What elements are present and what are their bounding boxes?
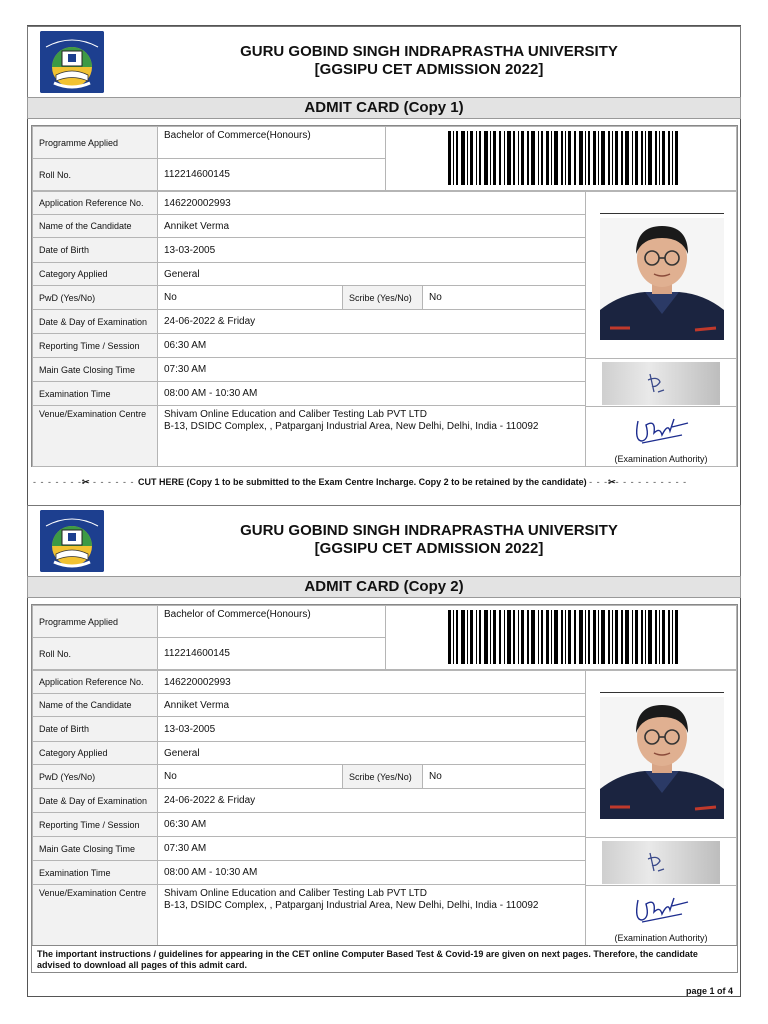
value-venue xyxy=(157,405,586,467)
value-exam-time: 08:00 AM - 10:30 AM xyxy=(157,860,586,885)
candidate-photo xyxy=(600,218,724,340)
label-gate: Main Gate Closing Time xyxy=(32,836,158,861)
candidate-photo xyxy=(600,697,724,819)
label-name: Name of the Candidate xyxy=(32,214,158,238)
university-name: GURU GOBIND SINGH INDRAPRASTHA UNIVERSITY xyxy=(240,522,618,539)
label-pwd: PwD (Yes/No) xyxy=(32,764,158,789)
label-roll: Roll No. xyxy=(32,158,158,191)
admit-card-copy-2 xyxy=(31,604,738,946)
label-dob: Date of Birth xyxy=(32,237,158,263)
value-pwd: No xyxy=(157,285,343,310)
label-gate: Main Gate Closing Time xyxy=(32,357,158,382)
label-category: Category Applied xyxy=(32,262,158,286)
label-category: Category Applied xyxy=(32,741,158,765)
value-reporting: 06:30 AM xyxy=(157,333,586,358)
venue-line-2: B-13, DSIDC Complex, , Patparganj Industrial Area, New Delhi, Delhi, India - 110092 xyxy=(164,421,539,432)
value-category: General xyxy=(157,262,586,286)
header-copy-2 xyxy=(27,505,741,577)
label-programme: Programme Applied xyxy=(32,126,158,159)
label-roll: Roll No. xyxy=(32,637,158,670)
value-scribe: No xyxy=(422,285,586,310)
label-exam-time: Examination Time xyxy=(32,381,158,406)
value-exam-time: 08:00 AM - 10:30 AM xyxy=(157,381,586,406)
authority-signature-image xyxy=(632,411,692,449)
value-programme: Bachelor of Commerce(Honours) xyxy=(157,126,386,159)
university-name: GURU GOBIND SINGH INDRAPRASTHA UNIVERSITY xyxy=(240,43,618,60)
value-roll: 112214600145 xyxy=(157,637,386,670)
value-exam-date: 24-06-2022 & Friday xyxy=(157,309,586,334)
value-dob: 13-03-2005 xyxy=(157,716,586,742)
barcode-image xyxy=(448,131,678,185)
university-logo xyxy=(40,510,104,572)
label-reporting: Reporting Time / Session xyxy=(32,333,158,358)
examination-authority-label: (Examination Authority) xyxy=(614,454,708,464)
authority-sign-box xyxy=(585,406,737,467)
exam-name: [GGSIPU CET ADMISSION 2022] xyxy=(314,61,544,78)
candidate-signature-image xyxy=(602,841,720,884)
label-dob: Date of Birth xyxy=(32,716,158,742)
venue-line-2: B-13, DSIDC Complex, , Patparganj Industrial Area, New Delhi, Delhi, India - 110092 xyxy=(164,900,539,911)
label-pwd: PwD (Yes/No) xyxy=(32,285,158,310)
barcode-box xyxy=(385,605,737,670)
university-logo xyxy=(40,31,104,93)
barcode-box xyxy=(385,126,737,191)
authority-sign-box xyxy=(585,885,737,946)
value-dob: 13-03-2005 xyxy=(157,237,586,263)
signature-thumb-box xyxy=(585,358,737,407)
value-app-ref: 146220002993 xyxy=(157,670,586,694)
scissors-icon: ✂ xyxy=(81,477,90,487)
value-roll: 112214600145 xyxy=(157,158,386,191)
cut-here-text: CUT HERE (Copy 1 to be submitted to the Exam Centre Incharge. Copy 2 to be retained by the candidate) xyxy=(138,477,587,487)
scissors-icon: ✂ xyxy=(608,477,616,487)
authority-signature-image xyxy=(632,890,692,928)
photo-box xyxy=(585,191,737,359)
important-instructions-note: The important instructions / guidelines for appearing in the CET online Computer Based Test & Covid-19 are given on next pages. Therefore, the candidate advised to download all pages of this admit card. xyxy=(31,945,738,973)
value-programme: Bachelor of Commerce(Honours) xyxy=(157,605,386,638)
label-programme: Programme Applied xyxy=(32,605,158,638)
value-category: General xyxy=(157,741,586,765)
copy-label: (Copy 1) xyxy=(403,99,464,116)
admit-card-title: ADMIT CARD xyxy=(304,99,400,116)
admit-card-copy-1 xyxy=(31,125,738,467)
barcode-image xyxy=(448,610,678,664)
value-pwd: No xyxy=(157,764,343,789)
header-copy-1 xyxy=(27,26,741,98)
label-scribe: Scribe (Yes/No) xyxy=(342,285,423,310)
value-venue xyxy=(157,884,586,946)
label-app-ref: Application Reference No. xyxy=(32,191,158,215)
exam-name: [GGSIPU CET ADMISSION 2022] xyxy=(314,540,544,557)
candidate-signature-image xyxy=(602,362,720,405)
label-venue: Venue/Examination Centre xyxy=(32,405,158,467)
venue-line-1: Shivam Online Education and Caliber Testing Lab PVT LTD xyxy=(164,888,427,899)
value-name: Anniket Verma xyxy=(157,693,586,717)
label-exam-time: Examination Time xyxy=(32,860,158,885)
admit-card-band-copy-1 xyxy=(27,97,741,119)
label-reporting: Reporting Time / Session xyxy=(32,812,158,837)
photo-box xyxy=(585,670,737,838)
label-name: Name of the Candidate xyxy=(32,693,158,717)
value-scribe: No xyxy=(422,764,586,789)
value-gate: 07:30 AM xyxy=(157,836,586,861)
cut-here-line: - - - - - - -✂ - - - - - - CUT HERE (Copy 1 to be submitted to the Exam Centre Incharge. Copy 2 to be retained by the candidate) - - -✂- - - - - - - - - - xyxy=(33,477,688,487)
admit-card-title: ADMIT CARD xyxy=(304,578,400,595)
value-exam-date: 24-06-2022 & Friday xyxy=(157,788,586,813)
venue-line-1: Shivam Online Education and Caliber Testing Lab PVT LTD xyxy=(164,409,427,420)
label-scribe: Scribe (Yes/No) xyxy=(342,764,423,789)
label-venue: Venue/Examination Centre xyxy=(32,884,158,946)
label-exam-date: Date & Day of Examination xyxy=(32,788,158,813)
value-name: Anniket Verma xyxy=(157,214,586,238)
label-app-ref: Application Reference No. xyxy=(32,670,158,694)
admit-card-band-copy-2 xyxy=(27,576,741,598)
copy-label: (Copy 2) xyxy=(403,578,464,595)
examination-authority-label: (Examination Authority) xyxy=(614,933,708,943)
signature-thumb-box xyxy=(585,837,737,886)
value-app-ref: 146220002993 xyxy=(157,191,586,215)
page-number: page 1 of 4 xyxy=(685,986,733,996)
value-reporting: 06:30 AM xyxy=(157,812,586,837)
label-exam-date: Date & Day of Examination xyxy=(32,309,158,334)
value-gate: 07:30 AM xyxy=(157,357,586,382)
